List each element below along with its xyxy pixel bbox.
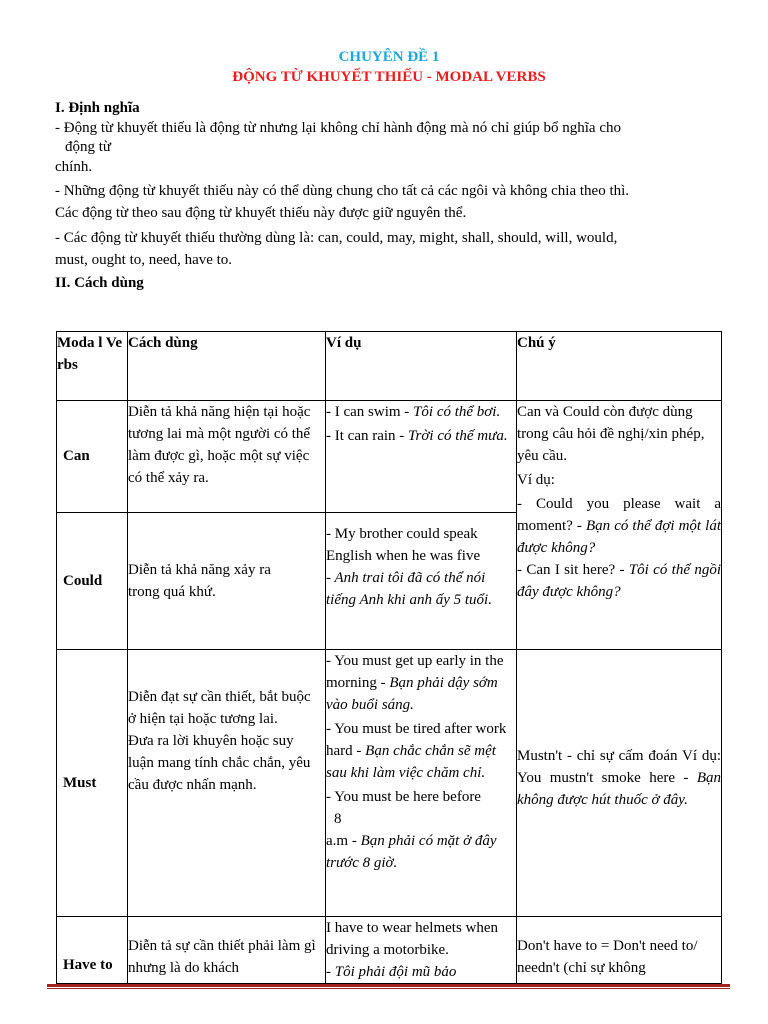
usage-must-line1: Diễn đạt sự cần thiết, bắt buộc ở hiện tại hoặc tương lai. bbox=[128, 689, 311, 727]
note-example bbox=[517, 493, 721, 559]
example-line bbox=[326, 830, 516, 874]
definition-line: must, ought to, need, have to. bbox=[55, 252, 233, 268]
header-note: Chú ý bbox=[517, 332, 722, 401]
usage-must-line2: Đưa ra lời khuyên hoặc suy luận mang tính chắc chắn, yêu cầu được nhấn mạnh. bbox=[128, 733, 311, 793]
note-en: Mustn't - chỉ sự cấm đoán Ví dụ: You mustn't smoke here - bbox=[517, 748, 721, 786]
note-vi: Bạn không được hút thuốc ở đây. bbox=[517, 770, 721, 808]
example-en: - I can swim - bbox=[326, 404, 414, 420]
definition-paragraph-2 bbox=[55, 180, 715, 224]
definition-paragraph-3 bbox=[55, 227, 715, 271]
definition-line: - Các động từ khuyết thiếu thường dùng là: can, could, may, might, shall, should, will, would, bbox=[55, 230, 618, 246]
example-line bbox=[326, 650, 516, 716]
example-vi-text: - Tôi phải đội mũ bảo bbox=[326, 964, 457, 980]
header-example: Ví dụ bbox=[326, 332, 517, 401]
verb-have-to: Have to bbox=[57, 917, 128, 984]
note-must bbox=[517, 650, 722, 917]
topic-title: ĐỘNG TỪ KHUYẾT THIẾU - MODAL VERBS bbox=[232, 69, 546, 85]
section-heading-definition: I. Định nghĩa bbox=[55, 100, 140, 116]
table-row-can bbox=[57, 401, 722, 513]
example-en: - You must be tired after work hard - bbox=[326, 721, 507, 759]
header-modal-verbs: Moda l Verbs bbox=[57, 332, 128, 401]
example-must bbox=[326, 650, 517, 917]
note-must-text bbox=[517, 745, 721, 811]
example-could bbox=[326, 513, 517, 650]
table-header-row bbox=[57, 332, 722, 401]
example-line: 8 bbox=[334, 811, 342, 827]
note-example-vi: Tôi có thể ngồi đây được không? bbox=[517, 562, 721, 600]
example-vi: Bạn phải dậy sớm vào buổi sáng. bbox=[326, 675, 498, 713]
example-vi: Bạn phải có mặt ở đây trước 8 giờ. bbox=[326, 833, 497, 871]
example-vi bbox=[326, 567, 516, 611]
example-line bbox=[326, 401, 516, 423]
section-heading-usage: II. Cách dùng bbox=[55, 275, 144, 291]
topic-number: CHUYÊN ĐỀ 1 bbox=[338, 49, 440, 65]
note-example bbox=[517, 559, 721, 603]
example-can bbox=[326, 401, 517, 513]
footer-divider bbox=[47, 984, 730, 987]
definition-line: - Những động từ khuyết thiếu này có thể dùng chung cho tất cả các ngôi và không chia theo thì. bbox=[55, 183, 630, 199]
usage-have-to: Diễn tả sự cần thiết phải làm gì nhưng là do khách bbox=[128, 917, 326, 984]
usage-must bbox=[128, 650, 326, 917]
modal-verbs-table bbox=[56, 331, 722, 984]
example-en: a.m - bbox=[326, 833, 361, 849]
note-can-could bbox=[517, 401, 722, 650]
footer-divider-thin bbox=[47, 988, 730, 989]
table-row-must bbox=[57, 650, 722, 917]
example-en: - You must get up early in the morning - bbox=[326, 653, 504, 691]
definition-line: động từ bbox=[65, 139, 112, 155]
example-vi-text: - Anh trai tôi đã có thể nói tiếng Anh khi anh ấy 5 tuổi. bbox=[326, 570, 492, 608]
usage-could: Diễn tả khả năng xảy ra trong quá khứ. bbox=[128, 513, 326, 650]
example-en: - It can rain - bbox=[326, 428, 409, 444]
note-label: Ví dụ: bbox=[517, 472, 555, 488]
note-have-to: Don't have to = Don't need to/ needn't (chỉ sự không bbox=[517, 917, 722, 984]
example-vi: Trời có thế mưa. bbox=[408, 428, 508, 444]
example-line bbox=[326, 718, 516, 784]
verb-could: Could bbox=[57, 513, 128, 650]
definition-line: Các động từ theo sau động từ khuyết thiếu này được giữ nguyên thể. bbox=[55, 205, 467, 221]
example-vi: Bạn chắc chắn sẽ mệt sau khi làm việc chăm chỉ. bbox=[326, 743, 496, 781]
example-line bbox=[326, 786, 516, 808]
note-example-en: - Could you please wait a moment? - bbox=[517, 496, 721, 534]
usage-can: Diễn tả khả năng hiện tại hoặc tương lai mà một người có thể làm được gì, hoặc một sự việc có thể xảy ra. bbox=[128, 401, 326, 513]
header-usage: Cách dùng bbox=[128, 332, 326, 401]
example-en: I have to wear helmets when driving a motorbike. bbox=[326, 920, 499, 958]
definition-paragraph-1 bbox=[55, 117, 715, 155]
table-row-have-to bbox=[57, 917, 722, 984]
note-example-vi: Bạn có thể đợi một lát được không? bbox=[517, 518, 721, 556]
example-vi: Tôi có thể bơi. bbox=[413, 404, 501, 420]
example-en: - My brother could speak English when he was five bbox=[326, 526, 481, 564]
example-have-to bbox=[326, 917, 517, 984]
example-line bbox=[326, 425, 516, 447]
example-vi bbox=[326, 961, 516, 983]
note-intro: Can và Could còn được dùng trong câu hỏi đề nghị/xin phép, yêu cầu. bbox=[517, 404, 705, 464]
verb-can: Can bbox=[57, 401, 128, 513]
definition-paragraph-1-end: chính. bbox=[55, 159, 93, 175]
example-en: - You must be here before bbox=[326, 789, 481, 805]
definition-line: - Động từ khuyết thiếu là động từ nhưng lại không chỉ hành động mà nó chỉ giúp bổ nghĩa cho bbox=[55, 120, 621, 136]
verb-must: Must bbox=[57, 650, 128, 917]
note-example-en: - Can I sit here? - bbox=[517, 562, 629, 578]
